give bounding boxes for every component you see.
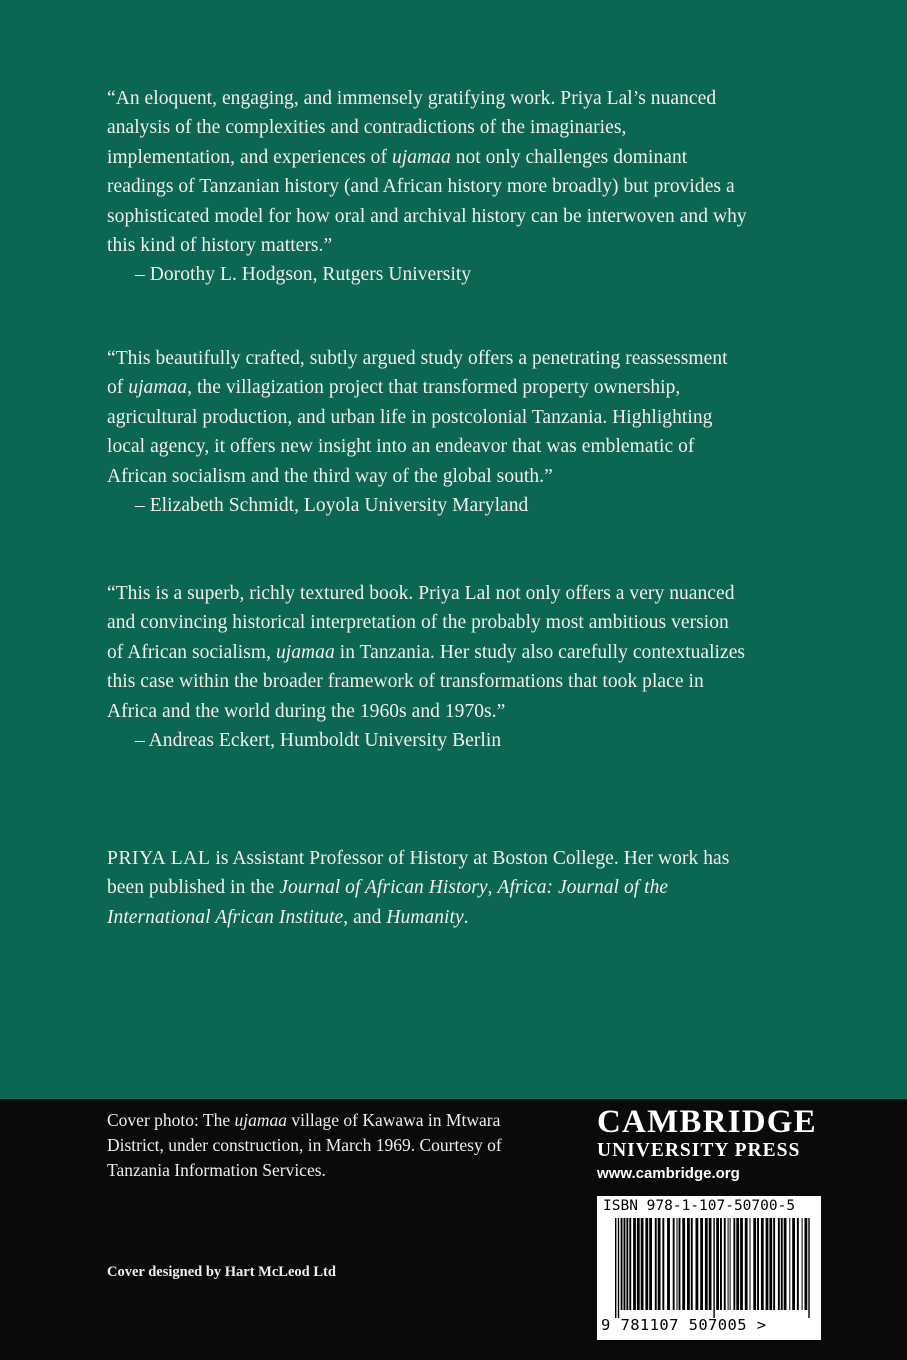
isbn-digits: 9 781107 507005 >	[601, 1316, 767, 1334]
barcode-bar	[724, 1218, 726, 1310]
barcode-bar	[637, 1218, 640, 1310]
barcode-bar	[687, 1218, 690, 1310]
barcode-bar	[761, 1218, 764, 1310]
barcode-bar	[677, 1218, 678, 1310]
quote-attribution: – Andreas Eckert, Humboldt University Berlin	[135, 730, 502, 752]
barcode-bar	[618, 1218, 619, 1318]
barcode-bar	[797, 1218, 799, 1310]
barcode-bar	[682, 1218, 685, 1310]
barcode-bar	[781, 1218, 783, 1310]
barcode-bar	[792, 1218, 795, 1310]
barcode-bar	[736, 1218, 739, 1310]
barcode-bar	[753, 1218, 756, 1310]
barcode-bar	[691, 1218, 693, 1310]
barcode-bar	[658, 1218, 661, 1310]
barcode-bar	[641, 1218, 644, 1310]
barcode-bar	[655, 1218, 657, 1310]
barcode-bar	[802, 1218, 803, 1310]
barcode-bar	[740, 1218, 743, 1310]
barcode-bar	[778, 1218, 780, 1310]
barcode-bar	[626, 1218, 628, 1310]
author-bio	[107, 844, 747, 932]
barcode-bar	[645, 1218, 648, 1310]
barcode-bar	[730, 1218, 731, 1310]
barcode-bar	[805, 1218, 808, 1310]
barcode-bar	[624, 1218, 626, 1310]
barcode-bar	[766, 1218, 769, 1310]
barcode-bar	[733, 1218, 735, 1310]
quote-text: “This is a superb, richly textured book. Priya Lal not only offers a very nuanced and convincing historical interpretation of the probably most ambitious version of African socialism, ujamaa in Tanzania. Her study also carefully contextualizes this case within the broader framework of transformations that took place in Africa and the world during the 1960s and 1970s.”	[107, 583, 746, 722]
barcode-bar	[621, 1218, 623, 1310]
barcode-bar	[784, 1218, 787, 1310]
barcode-bar	[649, 1218, 652, 1310]
publisher-url: www.cambridge.org	[597, 1165, 740, 1182]
quote-text: “This beautifully crafted, subtly argued study offers a penetrating reassessment of ujamaa, the villagization project that transformed property ownership, agricultural production, and urban life in postcolonial Tanzania. Highlighting local agency, it offers new insight into an endeavor that was emblematic of African socialism and the third way of the global south.”	[107, 348, 728, 487]
publisher-name: CAMBRIDGE	[597, 1104, 817, 1140]
quote-schmidt	[107, 344, 747, 520]
isbn-barcode	[597, 1196, 821, 1340]
barcode-bar	[615, 1218, 616, 1318]
barcode-bar	[716, 1218, 719, 1310]
barcode-bar	[808, 1218, 809, 1318]
barcode-bar	[713, 1218, 714, 1318]
barcode-bar	[662, 1218, 664, 1310]
quote-attribution: – Elizabeth Schmidt, Loyola University Maryland	[135, 495, 529, 517]
publisher-press: UNIVERSITY PRESS	[597, 1140, 801, 1161]
barcode-bar	[696, 1218, 699, 1310]
barcode-bar	[667, 1218, 670, 1310]
barcode-bar	[705, 1218, 708, 1310]
barcode-bar	[709, 1218, 712, 1310]
barcode-bar	[673, 1218, 675, 1310]
barcode-bar	[633, 1218, 636, 1310]
barcode-bar	[629, 1218, 631, 1310]
barcode-bar	[700, 1218, 703, 1310]
bio-text: PRIYA LAL is Assistant Professor of History at Boston College. Her work has been published in the Journal of African History, Africa: Journal of the International African Institute, and Humanity.	[107, 848, 730, 928]
isbn-label: ISBN 978-1-107-50700-5	[603, 1198, 796, 1214]
barcode-bar	[728, 1218, 729, 1310]
quote-text: “An eloquent, engaging, and immensely gratifying work. Priya Lal’s nuanced analysis of the complexities and contradictions of the imaginaries, implementation, and experiences of ujamaa not only challenges dominant readings of Tanzanian history (and African history more broadly) but provides a sophisticated model for how oral and archival history can be interwoven and why this kind of history matters.”	[107, 88, 747, 257]
quote-attribution: – Dorothy L. Hodgson, Rutgers University	[135, 264, 472, 286]
publisher-logo	[597, 1104, 837, 1185]
cover-photo-credit: Cover photo: The ujamaa village of Kawawa in Mtwara District, under construction, in March 1969. Courtesy of Tanzania Information Services.	[107, 1110, 502, 1180]
author-name: PRIYA LAL	[107, 848, 211, 869]
barcode-bar	[720, 1218, 722, 1310]
barcode-bar	[769, 1218, 772, 1310]
barcode-bar	[773, 1218, 775, 1310]
quote-eckert	[107, 579, 747, 755]
cover-designer-credit: Cover designed by Hart McLeod Ltd	[107, 1264, 336, 1280]
barcode-bar	[789, 1218, 790, 1310]
barcode-bar	[757, 1218, 759, 1310]
quote-hodgson	[107, 84, 747, 290]
barcode-bars	[615, 1218, 811, 1318]
barcode-bar	[750, 1218, 751, 1310]
barcode-bar	[745, 1218, 748, 1310]
barcode-bar	[679, 1218, 681, 1310]
